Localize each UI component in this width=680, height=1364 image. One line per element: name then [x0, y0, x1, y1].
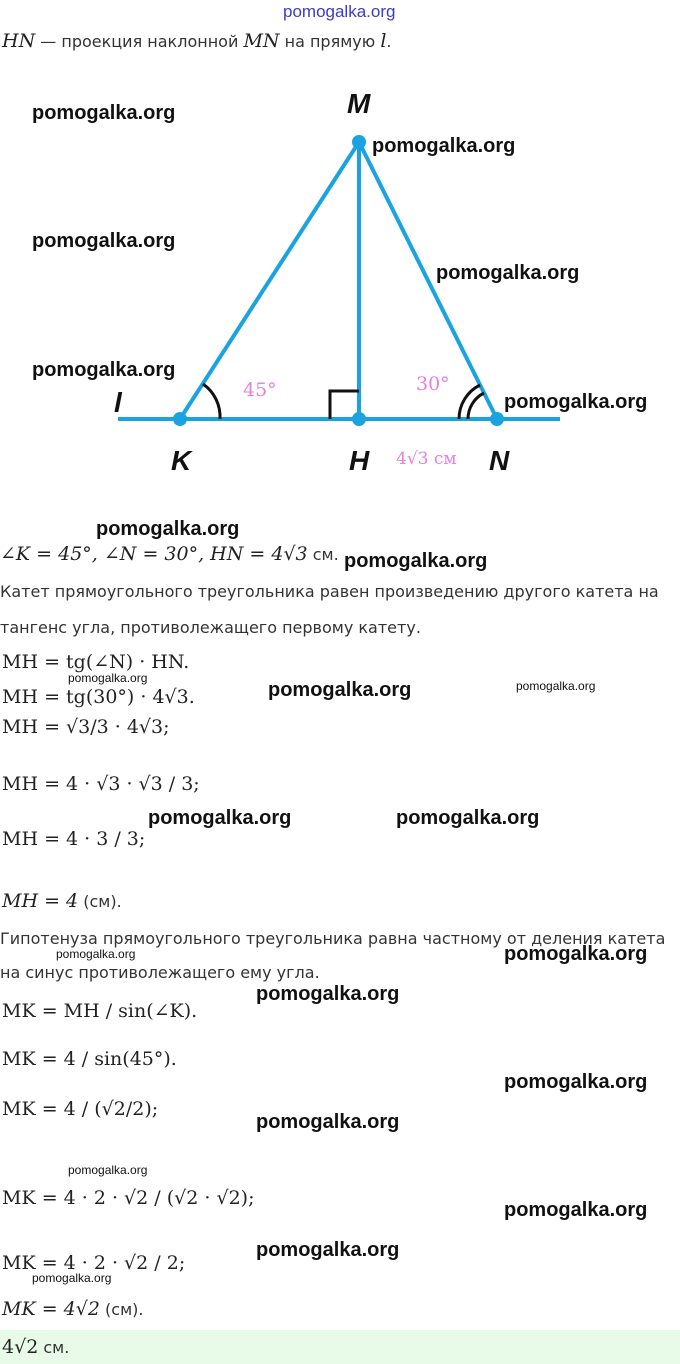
rule2-line2: на синус противолежащего ему угла.: [0, 963, 320, 982]
watermark[interactable]: pomogalka.org: [256, 1239, 400, 1261]
answer-unit: см.: [38, 1338, 70, 1357]
watermark[interactable]: pomogalka.org: [504, 1071, 648, 1093]
watermark-small[interactable]: pomogalka.org: [32, 1271, 112, 1285]
point-h: [352, 412, 366, 426]
label-m: M: [347, 88, 371, 119]
mk-result-unit: (см).: [99, 1300, 144, 1319]
mh-result-math: MH = 4: [2, 890, 79, 912]
watermark[interactable]: pomogalka.org: [504, 391, 648, 413]
angle-n-arc-2: [468, 393, 484, 419]
watermark[interactable]: pomogalka.org: [344, 550, 488, 572]
intro-mn: MN: [243, 30, 280, 52]
watermark[interactable]: pomogalka.org: [256, 1111, 400, 1133]
intro-l: l: [380, 30, 387, 52]
point-m: [352, 135, 366, 149]
mk-step-2: MK = 4 / sin(45°).: [2, 1048, 177, 1070]
mk-step-4: MK = 4 · 2 · √2 / (√2 · √2);: [2, 1187, 255, 1209]
watermark[interactable]: pomogalka.org: [504, 1199, 648, 1221]
mh-step-3: MH = √3/3 · 4√3;: [2, 716, 170, 738]
intro-text-1: — проекция наклонной: [35, 32, 244, 51]
watermark[interactable]: pomogalka.org: [268, 679, 412, 701]
mk-step-1: MK = MH / sin(∠K).: [2, 1000, 198, 1022]
watermark[interactable]: pomogalka.org: [32, 230, 176, 252]
watermark[interactable]: pomogalka.org: [372, 135, 516, 157]
answer-line: [2, 1336, 69, 1358]
hn-length-label: 4√3 см: [396, 449, 457, 469]
label-k: K: [171, 445, 192, 476]
mh-result: [2, 890, 122, 912]
given-line: [0, 543, 339, 565]
intro-end: .: [386, 32, 392, 51]
mh-step-2: MH = tg(30°) · 4√3.: [2, 686, 195, 708]
watermark[interactable]: pomogalka.org: [396, 807, 540, 829]
watermark[interactable]: pomogalka.org: [32, 102, 176, 124]
rule1-line2: тангенс угла, противолежащего первому катету.: [0, 618, 421, 637]
given-unit: см.: [307, 545, 339, 564]
mk-result-math: MK = 4√2: [2, 1298, 100, 1320]
watermark-top[interactable]: pomogalka.org: [283, 2, 396, 21]
label-l: l: [114, 387, 122, 418]
watermark[interactable]: pomogalka.org: [32, 359, 176, 381]
answer-math: 4√2: [2, 1336, 39, 1358]
watermark-small[interactable]: pomogalka.org: [516, 679, 596, 693]
point-n: [490, 412, 504, 426]
mk-step-5: MK = 4 · 2 · √2 / 2;: [2, 1252, 186, 1274]
watermark[interactable]: pomogalka.org: [504, 943, 648, 965]
angle-n-label: 30°: [416, 373, 450, 395]
mh-result-unit: (см).: [78, 892, 122, 911]
watermark[interactable]: pomogalka.org: [148, 807, 292, 829]
mh-step-4: MH = 4 · √3 · √3 / 3;: [2, 773, 200, 795]
label-h: H: [349, 445, 370, 476]
watermark-small[interactable]: pomogalka.org: [68, 1163, 148, 1177]
mh-step-1: MH = tg(∠N) · HN.: [2, 651, 190, 673]
answer-box: [0, 1330, 680, 1364]
mk-result: [2, 1298, 143, 1320]
watermark-small[interactable]: pomogalka.org: [68, 671, 148, 685]
watermark[interactable]: pomogalka.org: [96, 518, 240, 540]
side-mk: [180, 142, 359, 419]
angle-k-arc: [203, 384, 220, 419]
watermark[interactable]: pomogalka.org: [436, 262, 580, 284]
given-math: ∠K = 45°, ∠N = 30°, HN = 4√3: [0, 543, 308, 565]
rule2-line1: Гипотенуза прямоугольного треугольника равна частному от деления катета: [0, 929, 666, 948]
mk-step-3: MK = 4 / (√2/2);: [2, 1098, 159, 1120]
watermark[interactable]: pomogalka.org: [256, 983, 400, 1005]
intro-hn: HN: [2, 30, 36, 52]
point-k: [173, 412, 187, 426]
watermark-small[interactable]: pomogalka.org: [56, 947, 136, 961]
angle-k-label: 45°: [243, 379, 277, 401]
rule1-line1: Катет прямоугольного треугольника равен произведению другого катета на: [0, 582, 659, 601]
mh-step-5: MH = 4 · 3 / 3;: [2, 828, 146, 850]
label-n: N: [489, 445, 510, 476]
intro-text-2: на прямую: [279, 32, 381, 51]
